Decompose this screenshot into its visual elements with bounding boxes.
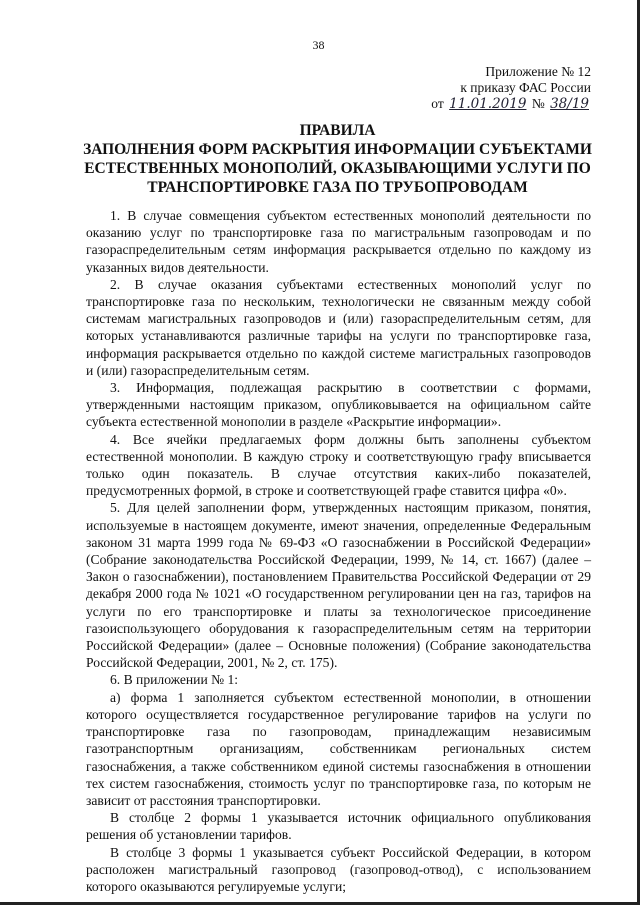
title-subtitle: ЗАПОЛНЕНИЯ ФОРМ РАСКРЫТИЯ ИНФОРМАЦИИ СУБЪЕКТАМИ ЕСТЕСТВЕННЫХ МОНОПОЛИЙ, ОКАЗЫВАЮЩИМИ УСЛУГИ ПО ТРАНСПОРТИРОВКЕ ГАЗА ПО ТРУБОПРОВОДАМ: [83, 141, 592, 196]
appendix-date-line: [431, 96, 591, 112]
handwritten-number: 38/19: [550, 96, 589, 112]
document-body: [86, 207, 591, 895]
paragraph-6: 6. В приложении № 1:: [110, 672, 239, 688]
handwritten-date: 11.01.2019: [449, 96, 527, 112]
date-prefix: от: [431, 96, 444, 111]
appendix-line-2: к приказу ФАС России: [460, 80, 591, 95]
paragraph-1: 1. В случае совмещения субъектом естественных монополий деятельности по оказанию услуг по транспортировке газа по магистральным газопроводам и по газораспределительным сетям информация раскрывается отдельно по каждому из указанных видов деятельности.: [86, 208, 591, 275]
page-number: 38: [312, 38, 325, 52]
paragraph-column-3: В столбце 3 формы 1 указывается субъект Российской Федерации, в котором расположен магистральный газопровод (газопровод-отвод), с использованием которого оказываются регулируемые услуги;: [86, 844, 591, 894]
paragraph-5: 5. Для целей заполнении форм, утвержденных настоящим приказом, понятия, используемые в настоящем документе, имеют значения, определенные Федеральным законом 31 марта 1999 года № 69-ФЗ «О газоснабжении в Российской Федерации» (Собрание законодательства Российской Федерации, 1999, № 14, ст. 1667) (далее –Закон о газоснабжении), постановлением Правительства Российской Федерации от 29 декабря 2000 года № 1021 «О государственном регулировании цен на газ, тарифов на услуги по его транспортировке и платы за технологическое присоединение газоиспользующего оборудования к газораспределительным сетям на территории Российской Федерации» (далее – Основные положения) (Собрание законодательства Российской Федерации, 2001, № 2, ст. 175).: [86, 500, 591, 671]
paragraph-2: 2. В случае оказания субъектами естественных монополий услуг по транспортировке газа по нескольким, технологически не связанным между собой системам магистральных газопроводов и (или) газораспределительным сетям, для которых устанавливаются различные тарифы на услуги по транспортировке газа, информация раскрывается отдельно по каждой системе магистральных газопроводов и (или) газораспределительным сетям.: [86, 276, 591, 378]
number-prefix: №: [531, 96, 545, 111]
paragraph-6a: а) форма 1 заполняется субъектом естественной монополии, в отношении которого осуществляется государственное регулирование тарифов на услуги по транспортировке газа по газопроводам, принадлежащим независимым газотранспортным организациям, собственникам региональных систем газоснабжения, а также собственником единой системы газоснабжения в отношении тех систем газоснабжения, стоимость услуг по транспортировке газа, по которым не зависит от расстояния транспортировки.: [86, 689, 591, 808]
paragraph-3: 3. Информация, подлежащая раскрытию в соответствии с формами, утвержденными настоящим приказом, опубликовывается на официальном сайте субъекта естественной монополии в разделе «Раскрытие информации».: [86, 380, 591, 430]
paragraph-4: 4. Все ячейки предлагаемых форм должны быть заполнены субъектом естественной монополии. В каждую строку и соответствующую графу вписывается только один показатель. В случае отсутствия каких-либо показателей, предусмотренных формой, в строке и соответствующей графе ставится цифра «0».: [86, 431, 591, 499]
appendix-line-1: Приложение № 12: [485, 64, 591, 79]
title-main: ПРАВИЛА: [299, 122, 376, 139]
document-title: [78, 121, 597, 197]
appendix-header: [431, 64, 591, 112]
paragraph-column-2: В столбце 2 формы 1 указывается источник официального опубликования решения об установлении тарифов.: [86, 810, 591, 843]
